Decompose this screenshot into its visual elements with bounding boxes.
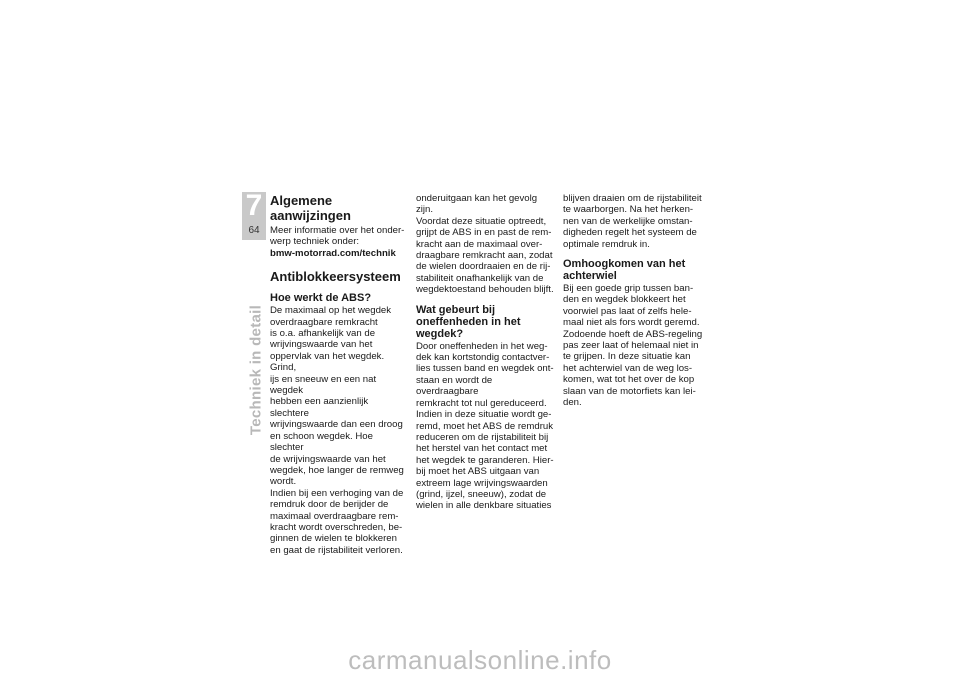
question-road-unevenness: Wat gebeurt bij oneffenheden in het wegdek? xyxy=(416,303,521,340)
paragraph-rear-wheel-lift: Bij een goede grip tussen ban- den en wegdek blokkeert het voorwiel pas laat of zelfs hele- maal niet als fors wordt geremd. Zodoende hoeft de ABS-regeling pas zeer laat of helemaal niet in te grijpen. In deze situatie kan het achterwiel van de weg los- komen, wat tot het over de kop slaan van de motorfiets kan lei- den. xyxy=(563,283,703,409)
heading-general-notes: Algemene aanwijzingen xyxy=(270,193,351,223)
section-title-abs: Antiblokkeersysteem xyxy=(270,269,401,285)
intro-text: Meer informatie over het onder- werp techniek onder: xyxy=(270,225,405,248)
chapter-side-label: Techniek in detail xyxy=(247,304,265,436)
question-rear-wheel-lift: Omhoogkomen van het achterwiel xyxy=(563,258,686,283)
paragraph-continued-2: blijven draaien om de rijstabiliteit te waarborgen. Na het herken- nen van de werkelijke omstan- digheden regelt het systeem de optimale remdruk in. xyxy=(563,193,702,250)
text-column-2 xyxy=(416,193,554,512)
text-column-3 xyxy=(563,193,703,409)
page-number: 64 xyxy=(248,225,260,236)
paragraph-how-abs-works: De maximaal op het wegdek overdraagbare remkracht is o.a. afhankelijk van de wrijvingswaarde van het oppervlak van het wegdek. Grind, ijs en sneeuw en een nat wegdek hebben een aanzienlijk slechtere wrijvingswaarde dan een droog en schoon wegdek. Hoe slechter de wrijvingswaarde van het wegdek, hoe langer de remweg wordt. Indien bij een verhoging van de remdruk door de berijder de maximaal overdraagbare rem- kracht wordt overschreden, be- ginnen de wielen te blokkeren en gaat de rijstabiliteit verloren. xyxy=(270,305,404,556)
paragraph-continued: onderuitgaan kan het gevolg zijn. Voordat deze situatie optreedt, grijpt de ABS in en past de rem- kracht aan de maximaal over- draagbare remkracht aan, zodat de wielen doordraaien en de rij- stabiliteit onafhankelijk van de wegdektoestand behouden blijft. xyxy=(416,193,554,296)
watermark: carmanualsonline.info xyxy=(348,645,612,675)
paragraph-road-unevenness: Door oneffenheden in het weg- dek kan kortstondig contactver- lies tussen band en wegdek ont- staan en wordt de overdraagbare remkracht tot nul gereduceerd. Indien in deze situatie wordt ge- remd, moet het ABS de remdruk reduceren om de rijstabiliteit bij het herstel van het contact met het wegdek te garanderen. Hier- bij moet het ABS uitgaan van extreem lage wrijvingswaarden (grind, ijzel, sneeuw), zodat de wielen in alle denkbare situaties xyxy=(416,340,554,512)
technik-link[interactable]: bmw-motorrad.com/technik xyxy=(270,247,396,259)
question-how-abs-works: Hoe werkt de ABS? xyxy=(270,292,372,305)
chapter-number: 7 xyxy=(245,189,263,222)
chapter-tab xyxy=(242,189,266,240)
text-column-1 xyxy=(270,193,408,556)
